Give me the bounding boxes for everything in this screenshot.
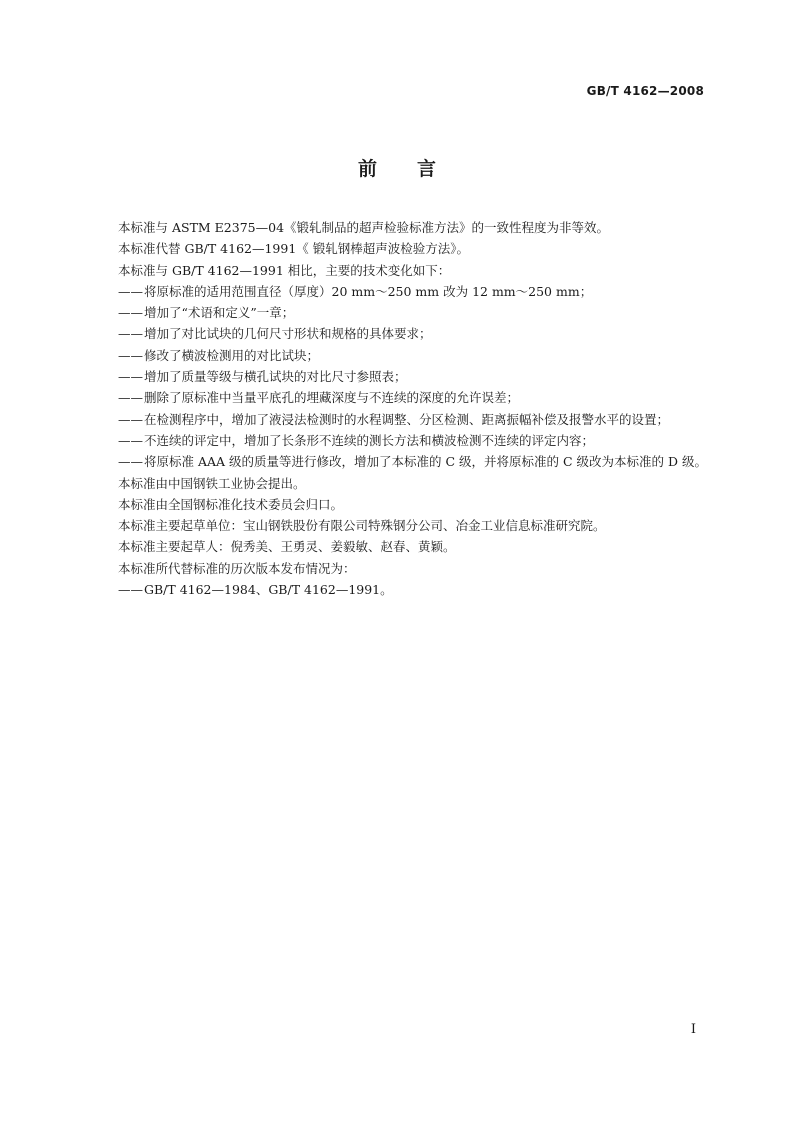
page-title: 前言 <box>357 158 476 180</box>
dash-marker: —— <box>118 326 143 342</box>
change-item-text: 删除了原标准中当量平底孔的埋藏深度与不连续的深度的允许误差； <box>144 390 520 406</box>
change-item-text: 修改了横波检测用的对比试块； <box>144 347 320 363</box>
dash-marker: —— <box>118 347 143 363</box>
paragraph-proposed-by: 本标准由中国钢铁工业协会提出。 <box>118 475 306 491</box>
dash-marker: —— <box>118 411 143 427</box>
history-item-text: GB/T 4162—1984、GB/T 4162—1991。 <box>144 582 393 598</box>
change-item <box>118 366 710 387</box>
standard-number: GB/T 4162—2008 <box>586 84 704 98</box>
dash-marker: —— <box>118 390 143 406</box>
change-item-text: 将原标准 AAA 级的质量等进行修改，增加了本标准的 C 级，并将原标准的 C 级改为本标准的 D 级。 <box>144 454 708 470</box>
paragraph-changes-intro: 本标准与 GB/T 4162—1991 相比，主要的技术变化如下： <box>118 262 451 278</box>
change-item <box>118 323 710 344</box>
dash-marker: —— <box>118 432 143 448</box>
change-item-text: 增加了质量等级与横孔试块的对比尺寸参照表； <box>144 369 407 385</box>
change-item <box>118 302 710 323</box>
dash-marker: —— <box>118 305 143 321</box>
change-item <box>118 430 710 451</box>
paragraph-drafting-units: 本标准主要起草单位：宝山钢铁股份有限公司特殊钢分公司、冶金工业信息标准研究院。 <box>118 518 606 534</box>
change-item <box>118 387 710 408</box>
change-item <box>118 451 710 472</box>
change-item-text: 不连续的评定中，增加了长条形不连续的测长方法和横波检测不连续的评定内容； <box>144 432 595 448</box>
change-item-text: 增加了对比试块的几何尺寸形状和规格的具体要求； <box>144 326 432 342</box>
page-number: I <box>690 1022 696 1037</box>
change-item-text: 将原标准的适用范围直径（厚度）20 mm～250 mm 改为 12 mm～250 mm； <box>144 283 593 299</box>
paragraph-history-intro: 本标准所代替标准的历次版本发布情况为： <box>118 560 356 576</box>
change-item-text: 增加了“术语和定义”一章； <box>144 305 295 321</box>
history-item <box>118 579 710 600</box>
foreword-body <box>118 217 710 600</box>
dash-marker: —— <box>118 454 143 470</box>
dash-marker: —— <box>118 369 143 385</box>
paragraph-drafters: 本标准主要起草人：倪秀美、王勇灵、姜毅敏、赵春、黄颖。 <box>118 539 456 555</box>
change-item <box>118 281 710 302</box>
paragraph-centralized-by: 本标准由全国钢标准化技术委员会归口。 <box>118 496 344 512</box>
paragraph-equivalence: 本标准与 ASTM E2375—04《锻轧制品的超声检验标准方法》的一致性程度为非等效。 <box>118 220 610 235</box>
change-item <box>118 345 710 366</box>
dash-marker: —— <box>118 283 143 299</box>
change-item <box>118 409 710 430</box>
paragraph-replaces: 本标准代替 GB/T 4162—1991《 锻轧钢棒超声波检验方法》。 <box>118 241 470 257</box>
dash-marker: —— <box>118 582 143 598</box>
change-item-text: 在检测程序中，增加了液浸法检测时的水程调整、分区检测、距离振幅补偿及报警水平的设置； <box>144 411 670 427</box>
